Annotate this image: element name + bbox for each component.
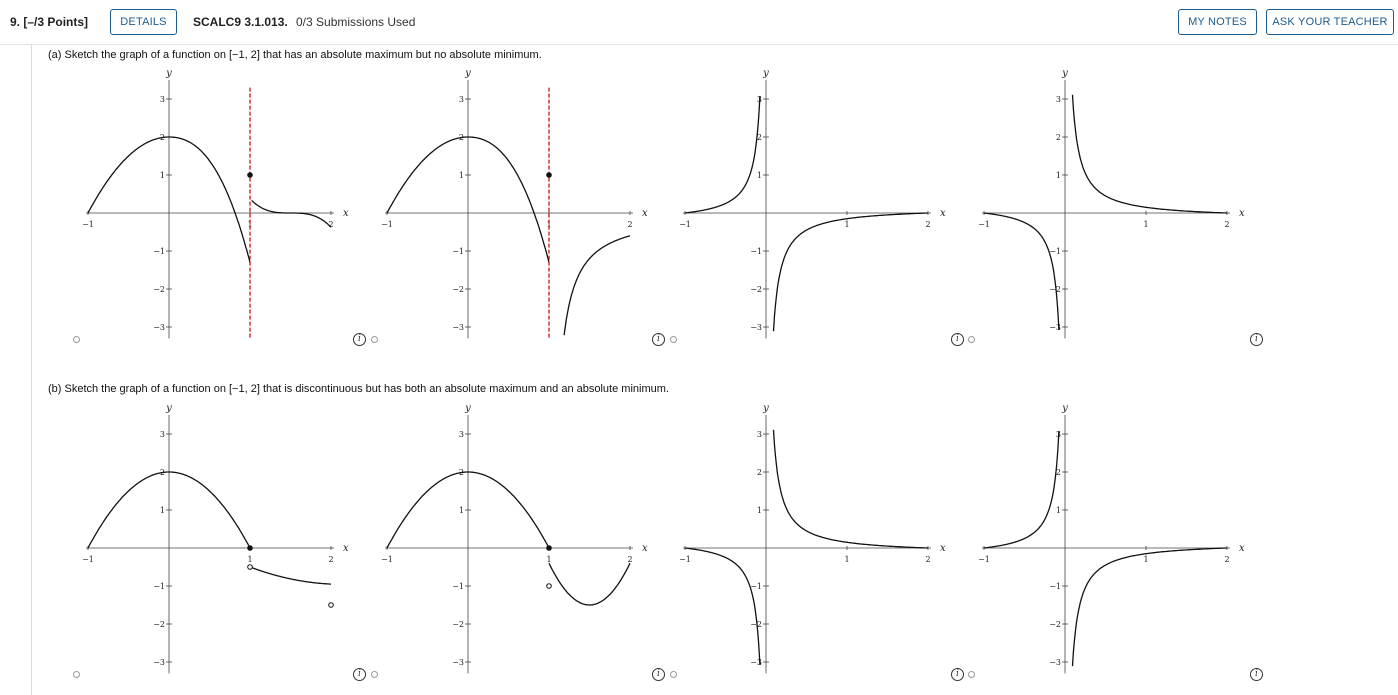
radio-b4[interactable]: [968, 671, 975, 678]
a4-y-tick-label: 1: [1055, 171, 1061, 180]
info-icon[interactable]: i: [1250, 668, 1263, 681]
b3-x-tick-label: −1: [679, 555, 691, 564]
a4-y-tick-label: 2: [1055, 133, 1061, 142]
b1-y-tick-label: 1: [159, 506, 165, 515]
a4-curve-left: [984, 213, 1059, 330]
b1-y-tick-label: 2: [159, 468, 165, 477]
question-number: 9. [–/3 Points]: [10, 15, 89, 29]
b4-curve-left: [984, 431, 1059, 548]
radio-a4[interactable]: [968, 336, 975, 343]
radio-b2[interactable]: [371, 671, 378, 678]
b3-x-tick-label: 2: [925, 555, 931, 564]
a3-x-tick-label: 2: [925, 220, 931, 229]
radio-b1[interactable]: [73, 671, 80, 678]
b3-y-tick-label: 2: [756, 468, 762, 477]
b2-curve-right: [549, 563, 630, 605]
b1-y-tick-label: −3: [153, 658, 165, 667]
b1-point-end: [329, 603, 334, 608]
b4-x-tick-label: 2: [1224, 555, 1230, 564]
b4-y-tick-label: −3: [1049, 658, 1061, 667]
b2-y-tick-label: −3: [452, 658, 464, 667]
radio-a2[interactable]: [371, 336, 378, 343]
a2-y-tick-label: −1: [452, 247, 464, 256]
a1-x-tick-label: 1: [247, 220, 253, 229]
a3-y-tick-label: 3: [756, 95, 762, 104]
a1-y-tick-label: 3: [159, 95, 165, 104]
radio-b3[interactable]: [670, 671, 677, 678]
a4-x-tick-label: −1: [978, 220, 990, 229]
b2-x-axis-label: x: [642, 543, 648, 554]
a2-y-tick-label: 1: [458, 171, 464, 180]
b3-curve-left: [685, 548, 760, 665]
b1-y-tick-label: −2: [153, 620, 165, 629]
my-notes-button[interactable]: MY NOTES: [1178, 9, 1257, 35]
b1-point-open: [248, 565, 253, 570]
b2-y-tick-label: 2: [458, 468, 464, 477]
b4-x-tick-label: 1: [1143, 555, 1149, 564]
b1-point-filled: [248, 546, 253, 551]
a3-y-tick-label: 2: [756, 133, 762, 142]
a1-y-tick-label: 2: [159, 133, 165, 142]
b2-x-tick-label: 1: [546, 555, 552, 564]
b1-y-tick-label: −1: [153, 582, 165, 591]
a4-y-tick-label: −2: [1049, 285, 1061, 294]
ask-teacher-button[interactable]: ASK YOUR TEACHER: [1266, 9, 1394, 35]
a1-y-tick-label: 1: [159, 171, 165, 180]
b4-y-tick-label: 1: [1055, 506, 1061, 515]
a3-x-tick-label: −1: [679, 220, 691, 229]
a3-curve-left: [685, 96, 760, 213]
b3-y-axis-label: y: [763, 403, 769, 415]
b3-curve-right: [774, 430, 929, 548]
b1-y-axis-label: y: [166, 403, 172, 415]
a1-x-tick-label: 2: [328, 220, 334, 229]
a3-y-tick-label: −2: [750, 285, 762, 294]
b2-y-axis-label: y: [465, 403, 471, 415]
b3-y-tick-label: 1: [756, 506, 762, 515]
a2-curve-mid: [468, 137, 552, 262]
question-id: SCALC9 3.1.013.: [193, 15, 288, 29]
a3-curve-right: [774, 213, 929, 331]
submissions-status: 0/3 Submissions Used: [296, 15, 416, 29]
b3-y-tick-label: −2: [750, 620, 762, 629]
a1-x-tick-label: −1: [82, 220, 94, 229]
a2-y-tick-label: 3: [458, 95, 464, 104]
info-icon[interactable]: i: [951, 668, 964, 681]
a4-x-tick-label: 2: [1224, 220, 1230, 229]
b4-curve-right: [1073, 548, 1228, 666]
radio-a1[interactable]: [73, 336, 80, 343]
b1-y-tick-label: 3: [159, 430, 165, 439]
a4-x-tick-label: 1: [1143, 220, 1149, 229]
radio-a3[interactable]: [670, 336, 677, 343]
a3-x-tick-label: 1: [844, 220, 850, 229]
b4-y-tick-label: 2: [1055, 468, 1061, 477]
b3-x-axis-label: x: [940, 543, 946, 554]
a1-curve-mid: [169, 137, 253, 262]
a2-y-tick-label: −3: [452, 323, 464, 332]
a3-y-tick-label: −1: [750, 247, 762, 256]
a1-y-tick-label: −3: [153, 323, 165, 332]
a4-y-tick-label: 3: [1055, 95, 1061, 104]
a2-x-tick-label: −1: [381, 220, 393, 229]
info-icon[interactable]: i: [353, 333, 366, 346]
a1-x-axis-label: x: [343, 208, 349, 219]
b1-x-tick-label: 2: [328, 555, 334, 564]
b4-x-axis-label: x: [1239, 543, 1245, 554]
b2-y-tick-label: −1: [452, 582, 464, 591]
info-icon[interactable]: i: [353, 668, 366, 681]
a3-x-axis-label: x: [940, 208, 946, 219]
a1-y-tick-label: −1: [153, 247, 165, 256]
a2-curve-right: [564, 236, 630, 335]
b4-y-axis-label: y: [1062, 403, 1068, 415]
a1-curve-left: [88, 137, 169, 213]
info-icon[interactable]: i: [1250, 333, 1263, 346]
b2-point-open: [547, 584, 552, 589]
b2-point-filled: [547, 546, 552, 551]
a4-x-axis-label: x: [1239, 208, 1245, 219]
b4-y-tick-label: 3: [1055, 430, 1061, 439]
a2-y-axis-label: y: [465, 68, 471, 80]
info-icon[interactable]: i: [951, 333, 964, 346]
b1-x-tick-label: −1: [82, 555, 94, 564]
a1-y-axis-label: y: [166, 68, 172, 80]
b4-y-tick-label: −1: [1049, 582, 1061, 591]
a4-y-tick-label: −1: [1049, 247, 1061, 256]
b2-y-tick-label: −2: [452, 620, 464, 629]
a3-y-tick-label: −3: [750, 323, 762, 332]
a2-point: [547, 173, 552, 178]
info-icon[interactable]: i: [652, 668, 665, 681]
a1-curve-right: [252, 200, 334, 229]
a2-curve-left: [387, 137, 468, 213]
a4-y-axis-label: y: [1062, 68, 1068, 80]
b3-y-tick-label: 3: [756, 430, 762, 439]
details-button[interactable]: DETAILS: [110, 9, 177, 35]
b3-y-tick-label: −1: [750, 582, 762, 591]
b4-x-tick-label: −1: [978, 555, 990, 564]
a2-y-tick-label: 2: [458, 133, 464, 142]
a2-x-axis-label: x: [642, 208, 648, 219]
b4-y-tick-label: −2: [1049, 620, 1061, 629]
b3-y-tick-label: −3: [750, 658, 762, 667]
a2-x-tick-label: 1: [546, 220, 552, 229]
b1-x-axis-label: x: [343, 543, 349, 554]
b2-y-tick-label: 3: [458, 430, 464, 439]
b2-y-tick-label: 1: [458, 506, 464, 515]
part-b-prompt: (b) Sketch the graph of a function on [−1, 2] that is discontinuous but has both an absolute maximum and an absolute minimum.: [48, 383, 669, 395]
a1-point: [248, 173, 253, 178]
b3-x-tick-label: 1: [844, 555, 850, 564]
info-icon[interactable]: i: [652, 333, 665, 346]
b2-x-tick-label: −1: [381, 555, 393, 564]
a3-y-axis-label: y: [763, 68, 769, 80]
b1-curve-right: [250, 567, 331, 584]
a3-y-tick-label: 1: [756, 171, 762, 180]
part-a-prompt: (a) Sketch the graph of a function on [−1, 2] that has an absolute maximum but no absolute minimum.: [48, 49, 542, 61]
a4-y-tick-label: −3: [1049, 323, 1061, 332]
a2-y-tick-label: −2: [452, 285, 464, 294]
b1-x-tick-label: 1: [247, 555, 253, 564]
a1-y-tick-label: −2: [153, 285, 165, 294]
a4-curve-right: [1073, 95, 1228, 213]
b2-x-tick-label: 2: [627, 555, 633, 564]
a2-x-tick-label: 2: [627, 220, 633, 229]
